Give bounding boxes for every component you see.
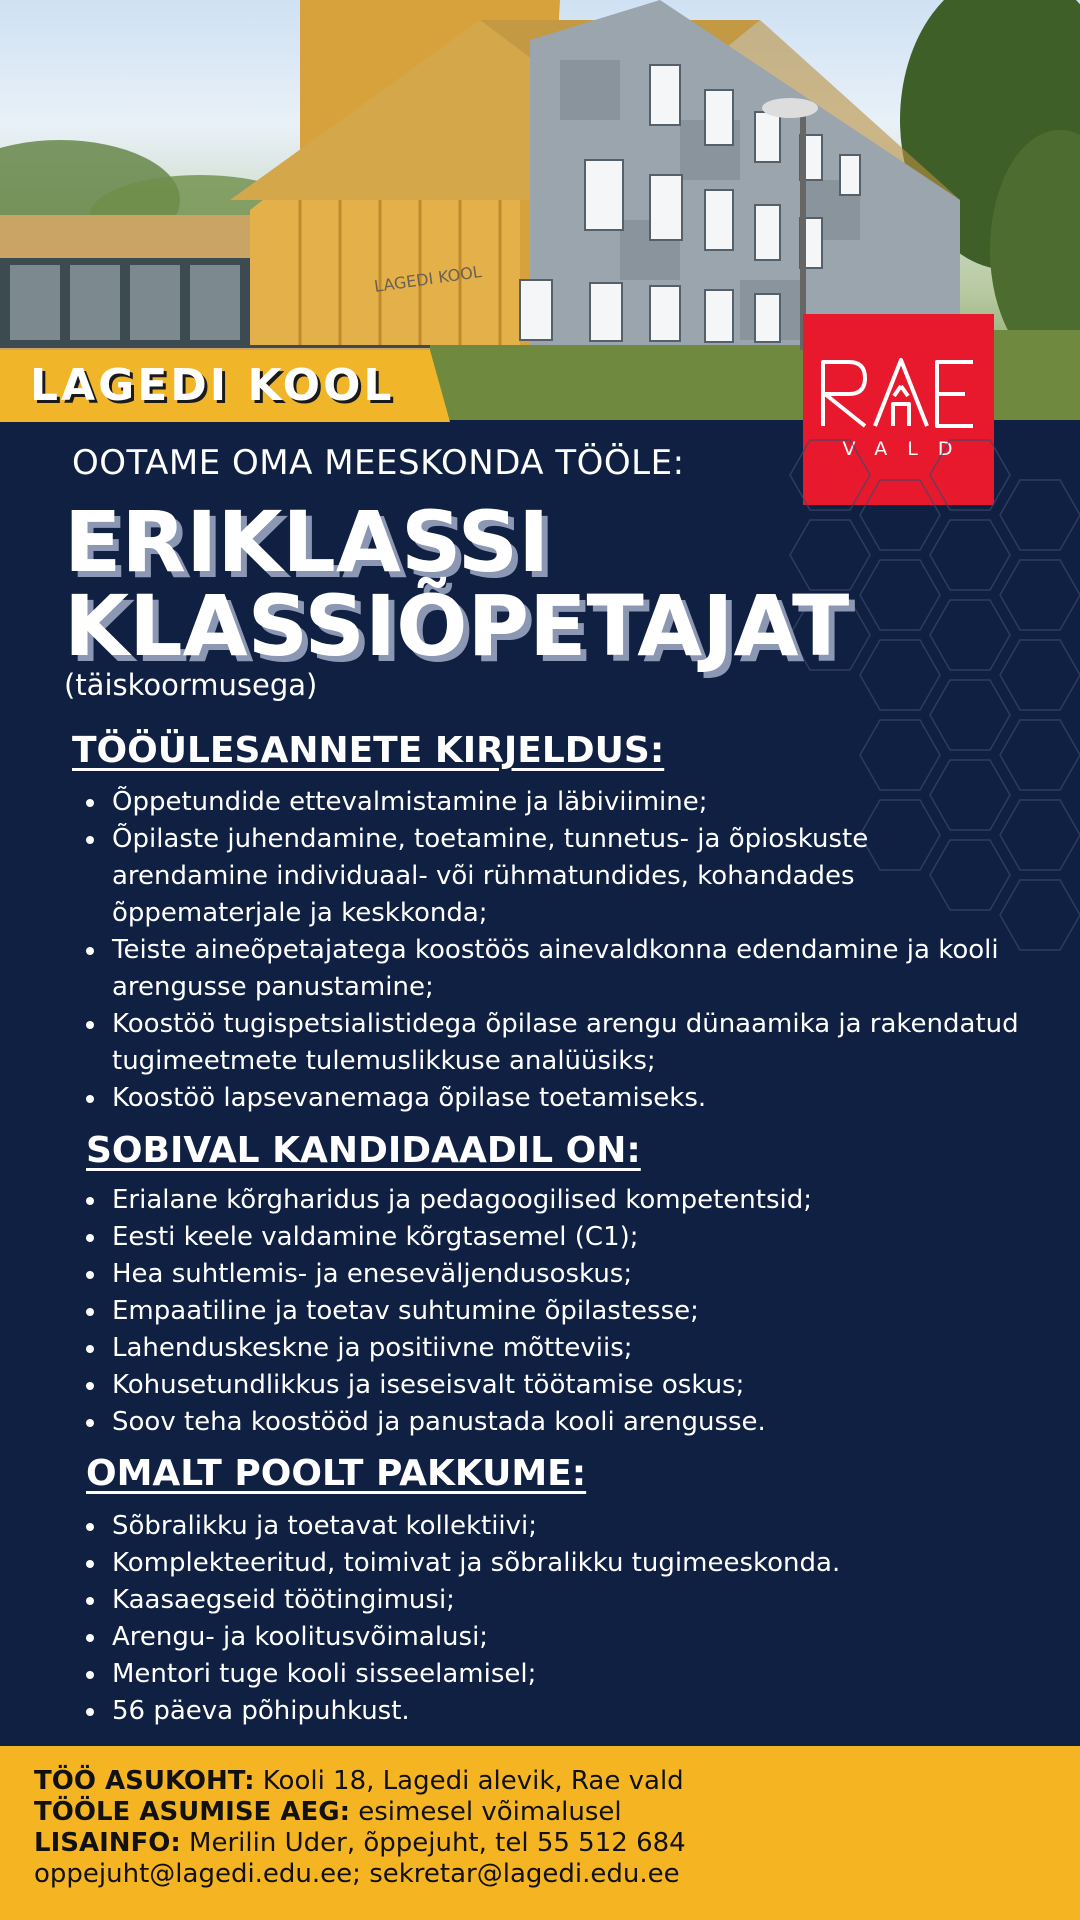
list-item: • Eesti keele valdamine kõrgtasemel (C1); bbox=[108, 1219, 1028, 1256]
list-item: • Erialane kõrgharidus ja pedagoogilised kompetentsid; bbox=[108, 1182, 1028, 1219]
requirements-list bbox=[84, 1182, 1028, 1441]
school-name: LAGEDI KOOL bbox=[30, 360, 395, 411]
section-heading-offers: OMALT POOLT PAKKUME: bbox=[86, 1453, 587, 1494]
offers-list bbox=[84, 1508, 1028, 1730]
section-heading-requirements: SOBIVAL KANDIDAADIL ON: bbox=[86, 1130, 641, 1171]
start-value: esimesel võimalusel bbox=[350, 1797, 622, 1827]
location-value: Kooli 18, Lagedi alevik, Rae vald bbox=[254, 1766, 684, 1796]
footer-emails[interactable]: oppejuht@lagedi.edu.ee; sekretar@lagedi.edu.ee bbox=[34, 1859, 680, 1889]
list-item: • Lahenduskeskne ja positiivne mõtteviis; bbox=[108, 1330, 1028, 1367]
list-item: • Õpilaste juhendamine, toetamine, tunnetus- ja õpioskuste arendamine individuaal- või rühmatundides, kohandades õppematerjale ja keskkonda; bbox=[108, 821, 1028, 932]
footer-info bbox=[0, 1746, 1080, 1920]
job-title-line-1: ERIKLASSI bbox=[64, 493, 550, 591]
list-item: • Koostöö lapsevanemaga õpilase toetamiseks. bbox=[108, 1080, 1028, 1117]
list-item: • Sõbralikku ja toetavat kollektiivi; bbox=[108, 1508, 1028, 1545]
location-label: TÖÖ ASUKOHT: bbox=[34, 1766, 255, 1796]
list-item: • Komplekteeritud, toimivat ja sõbralikku tugimeeskonda. bbox=[108, 1545, 1028, 1582]
list-item: • Koostöö tugispetsialistidega õpilase arengu dünaamika ja rakendatud tugimeetmete tulemuslikkuse analüüsiks; bbox=[108, 1006, 1028, 1080]
start-label: TÖÖLE ASUMISE AEG: bbox=[34, 1797, 350, 1827]
footer-contact bbox=[34, 1828, 686, 1858]
list-item: • Hea suhtlemis- ja eneseväljendusoskus; bbox=[108, 1256, 1028, 1293]
job-title-line-2: KLASSIÕPETAJAT bbox=[64, 577, 850, 675]
section-heading-duties: TÖÖÜLESANNETE KIRJELDUS: bbox=[72, 730, 665, 771]
logo-subtitle: VALD bbox=[842, 438, 973, 460]
list-item: • Kaasaegseid töötingimusi; bbox=[108, 1582, 1028, 1619]
job-subtitle: (täiskoormusega) bbox=[64, 668, 318, 702]
job-title bbox=[64, 493, 964, 675]
footer-start-date bbox=[34, 1797, 622, 1827]
lead-text: OOTAME OMA MEESKONDA TÖÖLE: bbox=[72, 443, 685, 483]
list-item: • Kohusetundlikkus ja iseseisvalt töötamise oskus; bbox=[108, 1367, 1028, 1404]
list-item: • Soov teha koostööd ja panustada kooli arengusse. bbox=[108, 1404, 1028, 1441]
building-sign: LAGEDI KOOL bbox=[372, 262, 483, 296]
list-item: • Mentori tuge kooli sisseelamisel; bbox=[108, 1656, 1028, 1693]
duties-list bbox=[84, 784, 1028, 1117]
list-item: • Empaatiline ja toetav suhtumine õpilastesse; bbox=[108, 1293, 1028, 1330]
footer-location bbox=[34, 1766, 684, 1796]
list-item: • Õppetundide ettevalmistamine ja läbiviimine; bbox=[108, 784, 1028, 821]
list-item: • 56 päeva põhipuhkust. bbox=[108, 1693, 1028, 1730]
info-value: Merilin Uder, õppejuht, tel 55 512 684 bbox=[180, 1828, 686, 1858]
list-item: • Arengu- ja koolitusvõimalusi; bbox=[108, 1619, 1028, 1656]
list-item: • Teiste aineõpetajatega koostöös ainevaldkonna edendamine ja kooli arengusse panustamine; bbox=[108, 932, 1028, 1006]
info-label: LISAINFO: bbox=[34, 1828, 181, 1858]
